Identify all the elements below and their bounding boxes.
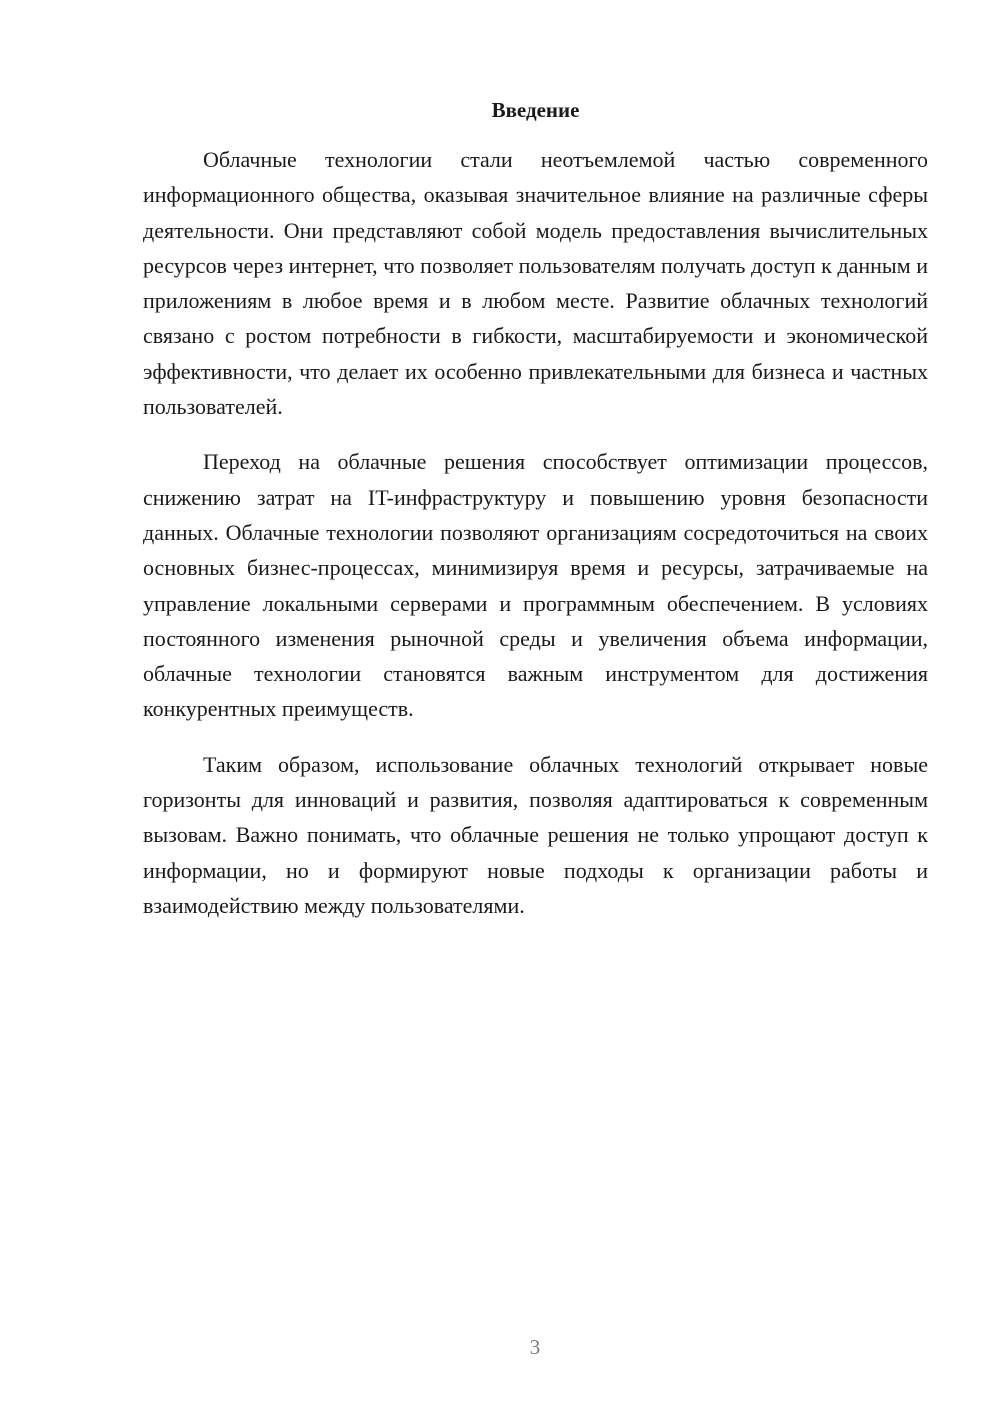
- body-text: [143, 142, 928, 943]
- page-number: 3: [529, 1335, 541, 1359]
- section-heading: Введение: [491, 98, 580, 122]
- paragraph-3: Таким образом, использование облачных технологий открывает новые горизонты для инноваций и развития, позволяя адаптироваться к современным вызовам. Важно понимать, что облачные решения не только упрощают доступ к информации, но и формируют новые подходы к организации работы и взаимодействию между пользователями.: [143, 751, 928, 918]
- paragraph-2: Переход на облачные решения способствует оптимизации процессов, снижению затрат на IT-инфраструктуру и повышению уровня безопасности данных. Облачные технологии позволяют организациям сосредоточиться на своих основных бизнес-процессах, минимизируя время и ресурсы, затрачиваемые на управление локальными серверами и программным обеспечением. В условиях постоянного изменения рыночной среды и увеличения объема информации, облачные технологии становятся важным инструментом для достижения конкурентных преимуществ.: [143, 449, 928, 722]
- paragraph-1: Облачные технологии стали неотъемлемой частью современного информационного общества, оказывая значительное влияние на различные сферы деятельности. Они представляют собой модель предоставления вычислительных ресурсов через интернет, что позволяет пользователям получать доступ к данным и приложениям в любое время и в любом месте. Развитие облачных технологий связано с ростом потребности в гибкости, масштабируемости и экономической эффективности, что делает их особенно привлекательными для бизнеса и частных пользователей.: [143, 147, 928, 420]
